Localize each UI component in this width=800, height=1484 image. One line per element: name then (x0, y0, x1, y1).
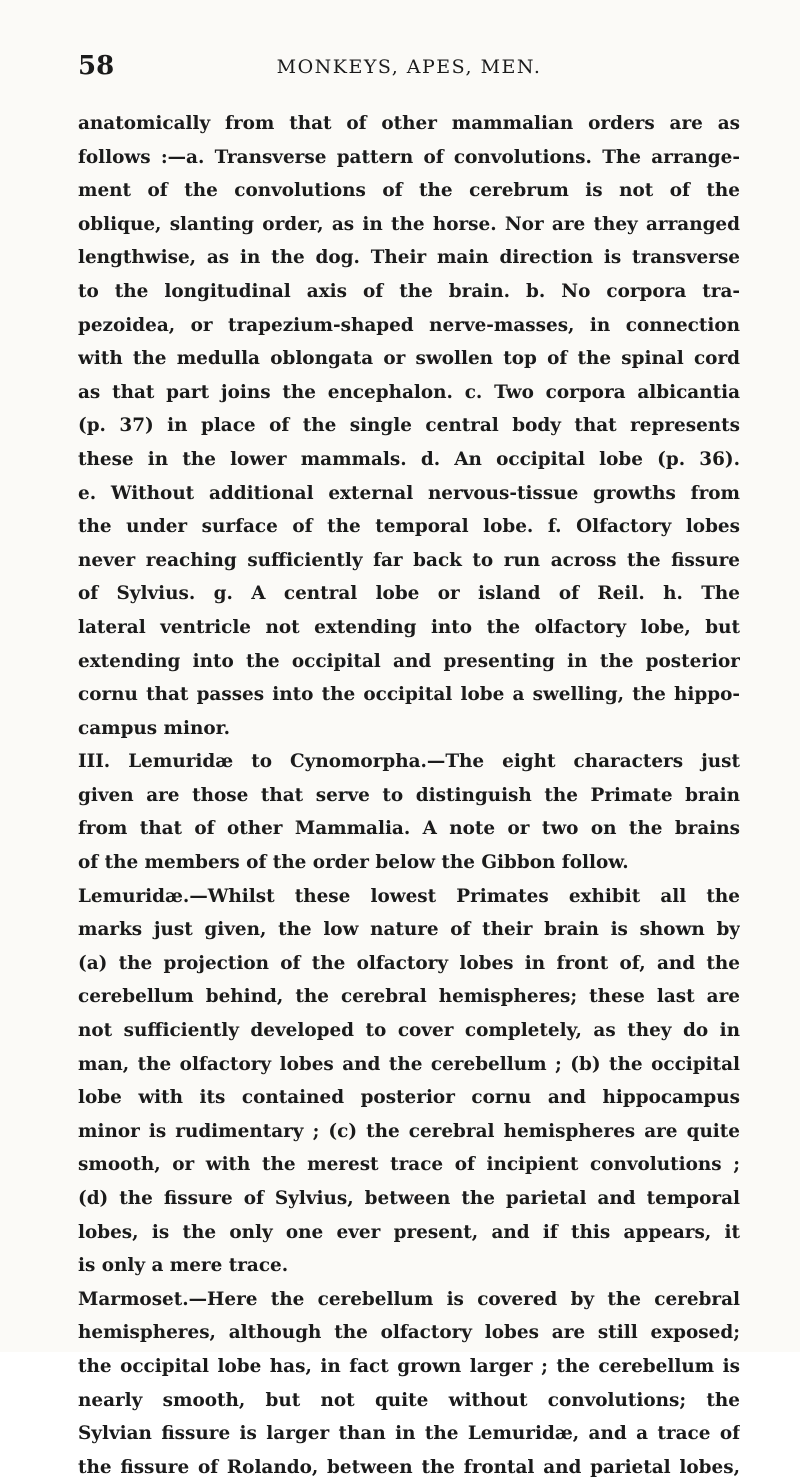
text-line: lateral ventricle not extending into the olfactory lobe, but (78, 616, 740, 638)
text-line: as that part joins the encephalon. c. Two corpora albicantia (78, 381, 740, 403)
text-line: is only a mere trace. (78, 1255, 289, 1277)
text-line: Lemuridæ.—Whilst these lowest Primates exhibit all the (78, 885, 740, 907)
text-line: lobes, is the only one ever present, and if this appears, it (78, 1221, 740, 1243)
text-line: hemispheres, although the olfactory lobes are still exposed; (78, 1322, 740, 1344)
text-line: smooth, or with the merest trace of incipient convolutions ; (78, 1154, 740, 1176)
text-line: extending into the occipital and presenting in the posterior (78, 650, 740, 672)
text-line: the occipital lobe has, in fact grown larger ; the cerebellum is (78, 1355, 740, 1377)
text-line: lobe with its contained posterior cornu and hippocampus (78, 1087, 740, 1109)
text-line: (d) the fissure of Sylvius, between the parietal and temporal (78, 1188, 740, 1209)
text-line: pezoidea, or trapezium-shaped nerve-masses, in connection (78, 314, 740, 336)
running-head (78, 50, 740, 82)
text-line: lengthwise, as in the dog. Their main direction is transverse (78, 247, 740, 269)
text-line: Marmoset.—Here the cerebellum is covered by the cerebral (78, 1288, 740, 1310)
text-line: never reaching sufficiently far back to run across the fissure (78, 549, 740, 571)
text-line: from that of other Mammalia. A note or two on the brains (78, 818, 740, 840)
text-line: ment of the convolutions of the cerebrum is not of the (78, 180, 740, 202)
text-line: cerebellum behind, the cerebral hemispheres; these last are (78, 986, 740, 1008)
text-line: anatomically from that of other mammalian orders are as (78, 113, 740, 134)
running-title: MONKEYS, APES, MEN. (276, 56, 542, 78)
text-line: oblique, slanting order, as in the horse. Nor are they arranged (78, 213, 740, 235)
text-line: of Sylvius. g. A central lobe or island of Reil. h. The (78, 583, 740, 605)
text-line: follows :—a. Transverse pattern of convolutions. The arrange- (78, 146, 740, 168)
text-line: man, the olfactory lobes and the cerebellum ; (b) the occipital (78, 1053, 740, 1075)
text-line: marks just given, the low nature of their brain is shown by (78, 919, 740, 941)
text-line: III. Lemuridæ to Cynomorpha.—The eight characters just (78, 751, 740, 773)
text-line: (a) the projection of the olfactory lobes in front of, and the (78, 952, 740, 974)
text-line: e. Without additional external nervous-tissue growths from (78, 482, 740, 504)
text-line: given are those that serve to distinguish the Primate brain (78, 784, 740, 806)
text-line: Sylvian fissure is larger than in the Lemuridæ, and a trace of (78, 1423, 740, 1445)
text-line: the under surface of the temporal lobe. f. Olfactory lobes (78, 516, 740, 538)
text-line: campus minor. (78, 717, 231, 739)
text-line: not sufficiently developed to cover completely, as they do in (78, 1020, 740, 1042)
text-line: (p. 37) in place of the single central body that represents (78, 415, 740, 437)
text-line: cornu that passes into the occipital lobe a swelling, the hippo- (78, 684, 740, 706)
page-number: 58 (78, 51, 115, 81)
text-line: to the longitudinal axis of the brain. b. No corpora tra- (78, 280, 740, 302)
text-line: nearly smooth, but not quite without convolutions; the (78, 1389, 740, 1411)
text-line: the fissure of Rolando, between the frontal and parietal lobes, (78, 1456, 740, 1478)
text-line: minor is rudimentary ; (c) the cerebral hemispheres are quite (78, 1120, 740, 1142)
text-line: these in the lower mammals. d. An occipital lobe (p. 36). (78, 448, 740, 470)
text-line: with the medulla oblongata or swollen top of the spinal cord (78, 348, 740, 370)
text-line: of the members of the order below the Gibbon follow. (78, 852, 629, 874)
body-text (78, 107, 740, 1484)
